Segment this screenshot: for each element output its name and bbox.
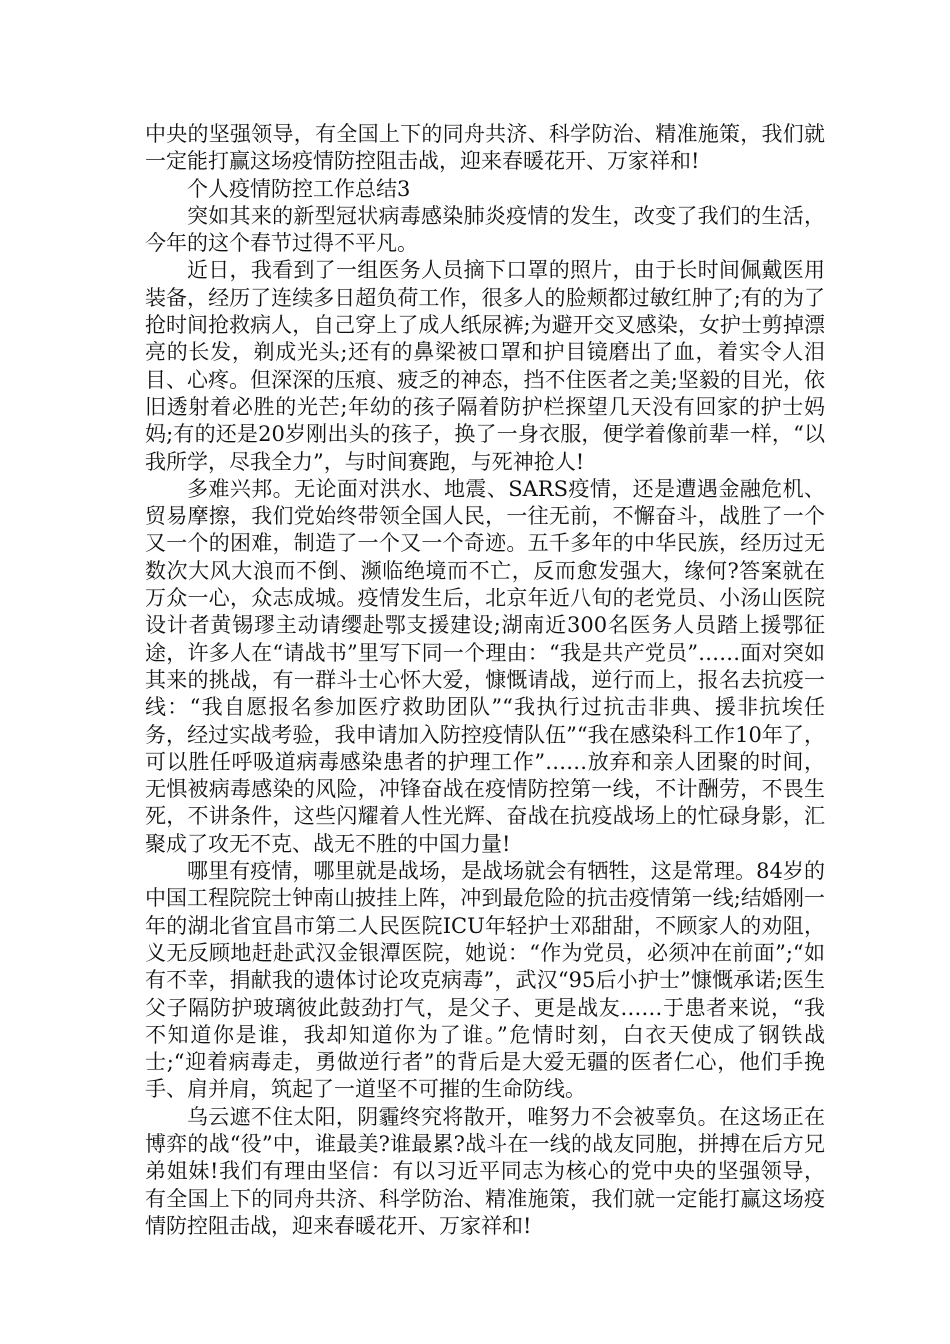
paragraph: 哪里有疫情，哪里就是战场，是战场就会有牺牲，这是常理。84岁的中国工程院院士钟南山披挂上阵，冲到最危险的抗击疫情第一线;结婚刚一年的湖北省宜昌市第二人民医院ICU年轻护士邓甜甜，不顾家人的劝阻，义无反顾地赶赴武汉金银潭医院，她说：“作为党员，必须冲在前面”;“如有不幸，捐献我的遗体讨论攻克病毒”，武汉“95后小护士”慷慨承诺;医生父子隔防护玻璃彼此鼓劲打气，是父子、更是战友……于患者来说，“我不知道你是谁，我却知道你为了谁。”危情时刻，白衣天使成了钢铁战士;“迎着病毒走，勇做逆行者”的背后是大爱无疆的医者仁心，他们手挽手、肩并肩，筑起了一道坚不可摧的生命防线。 [145, 859, 825, 1102]
paragraph: 多难兴邦。无论面对洪水、地震、SARS疫情，还是遭遇金融危机、贸易摩擦，我们党始终带领全国人民，一往无前，不懈奋斗，战胜了一个又一个的困难，制造了一个又一个奇迹。五千多年的中华民族，经历过无数次大风大浪而不倒、濒临绝境而不亡，反而愈发强大，缘何?答案就在万众一心，众志成城。疫情发生后，北京年近八旬的老党员、小汤山医院设计者黄锡璆主动请缨赴鄂支援建设;湖南近300名医务人员踏上援鄂征途，许多人在“请战书”里写下同一个理由：“我是共产党员”……面对突如其来的挑战，有一群斗士心怀大爱，慷慨请战，逆行而上，报名去抗疫一线：“我自愿报名参加医疗救助团队”“我执行过抗击非典、援非抗埃任务，经过实战考验，我申请加入防控疫情队伍”“我在感染科工作10年了，可以胜任呼吸道病毒感染患者的护理工作”……放弃和亲人团聚的时间，无惧被病毒感染的风险，冲锋奋战在疫情防控第一线，不计酬劳，不畏生死，不讲条件，这些闪耀着人性光辉、奋战在抗疫战场上的忙碌身影，汇聚成了攻无不克、战无不胜的中国力量! [145, 476, 825, 856]
paragraph: 乌云遮不住太阳，阴霾终究将散开，唯努力不会被辜负。在这场正在博弈的战“役”中，谁最美?谁最累?战斗在一线的战友同胞，拼搏在后方兄弟姐妹!我们有理由坚信：有以习近平同志为核心的党中央的坚强领导，有全国上下的同舟共济、科学防治、精准施策，我们就一定能打赢这场疫情防控阻击战，迎来春暖花开、万家祥和! [145, 1104, 825, 1238]
paragraph-continuation: 中央的坚强领导，有全国上下的同舟共济、科学防治、精准施策，我们就一定能打赢这场疫情防控阻击战，迎来春暖花开、万家祥和! [145, 122, 825, 174]
paragraph: 突如其来的新型冠状病毒感染肺炎疫情的发生，改变了我们的生活，今年的这个春节过得不平凡。 [145, 203, 825, 256]
section-heading: 个人疫情防控工作总结3 [187, 176, 411, 201]
document-page [145, 121, 825, 1240]
paragraph: 近日，我看到了一组医务人员摘下口罩的照片，由于长时间佩戴医用装备，经历了连续多日超负荷工作，很多人的脸颊都过敏红肿了;有的为了抢时间抢救病人，自己穿上了成人纸尿裤;为避开交叉感染，女护士剪掉漂亮的长发，剃成光头;还有的鼻梁被口罩和护目镜磨出了血，着实令人泪目、心疼。但深深的压痕、疲乏的神态，挡不住医者之美;坚毅的目光，依旧透射着必胜的光芒;年幼的孩子隔着防护栏探望几天没有回家的护士妈妈;有的还是20岁刚出头的孩子，换了一身衣服，便学着像前辈一样，“以我所学，尽我全力”，与时间赛跑，与死神抢人! [145, 258, 825, 474]
